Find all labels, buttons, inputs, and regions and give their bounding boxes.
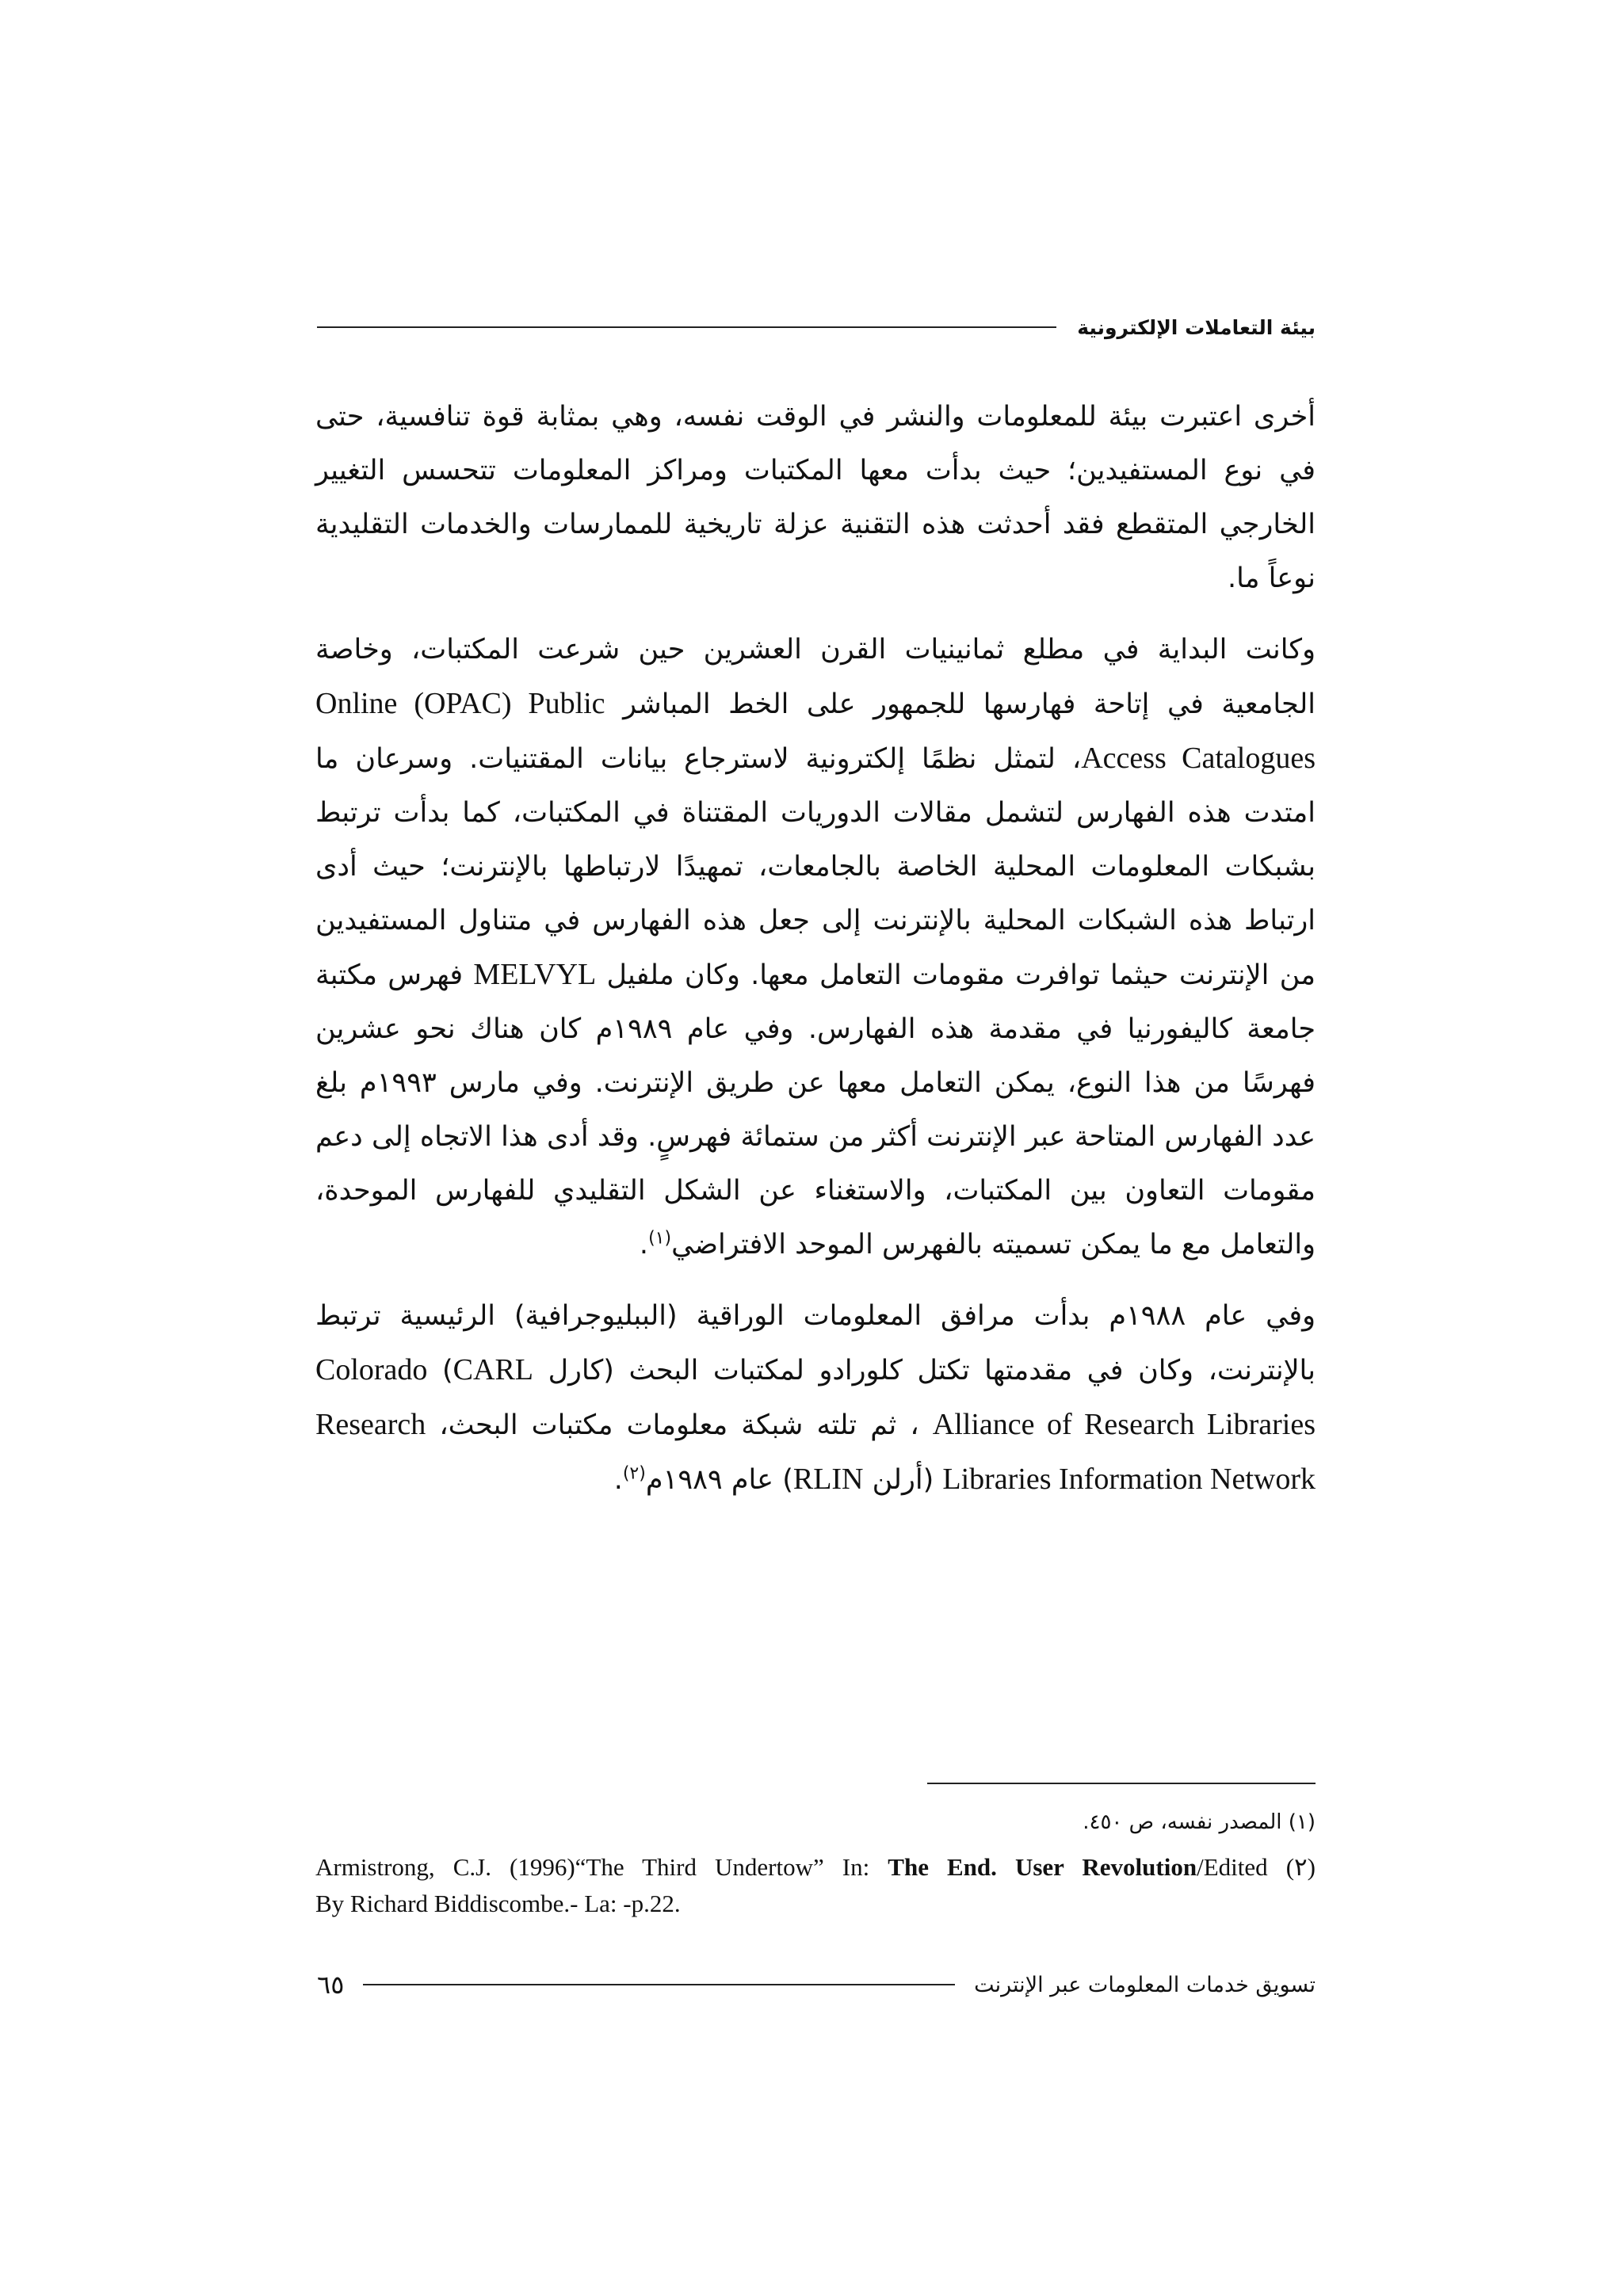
page-number: ٦٥ (317, 1970, 345, 2000)
footnote-1: (١) المصدر نفسه، ص ٤٥٠. (1083, 1810, 1316, 1834)
carl-term: CARL (453, 1353, 534, 1386)
footnote-2-line-2: By Richard Biddiscombe.- La: -p.22. (315, 1890, 681, 1917)
paragraph-3-part-5: ) عام ١٩٨٩م (645, 1464, 793, 1496)
melvyl-term: MELVYL (473, 958, 597, 991)
footnotes (315, 1805, 1316, 1922)
footer-rule (363, 1984, 955, 1985)
footnote-2-number: (٢) (1285, 1853, 1316, 1881)
running-footer (317, 1965, 1316, 2004)
main-text (315, 390, 1316, 1507)
rlin-term: RLIN (792, 1463, 864, 1496)
footnote-ref-1: (١) (648, 1228, 672, 1249)
book-title: تسويق خدمات المعلومات عبر الإنترنت (974, 1972, 1316, 1997)
running-header (317, 307, 1316, 347)
footnote-2-author: Armistrong, C.J. (1996)“The Third Undertow” In: (315, 1853, 870, 1881)
footnote-separator (927, 1783, 1316, 1784)
paragraph-3-part-3: ، ثم تلته شبكة معلومات مكتبات البحث، (439, 1409, 919, 1441)
footnote-2-line-1 (315, 1849, 1316, 1886)
paragraph-2-part-3: فهرس مكتبة جامعة كاليفورنيا في مقدمة هذه الفهارس. وفي عام ١٩٨٩م كان هناك نحو عشرين فهرسًا من هذا النوع، يمكن التعامل معها عن طريق الإنترنت. وفي مارس ١٩٩٣م بلغ عدد الفهارس المتاحة عبر الإنترنت أكثر من ستمائة فهرسٍ. وقد أدى هذا الاتجاه إلى دعم مقومات التعاون بين المكتبات، والاستغناء عن الشكل التقليدي للفهارس الموحدة، والتعامل مع ما يمكن تسميته بالفهرس الموحد الافتراضي (315, 959, 1316, 1261)
paragraph-3-part-4: (أرلن (872, 1464, 934, 1496)
header-rule (317, 326, 1056, 328)
paragraph-2-part-1: وكانت البداية في مطلع ثمانينيات القرن العشرين حين شرعت المكتبات، وخاصة الجامعية في إتاحة فهارسها للجمهور على الخط المباشر (315, 634, 1316, 720)
rlin-full-name: Research Libraries Information Network (315, 1408, 1316, 1496)
opac-term: Online (OPAC) Public Access Catalogues (315, 687, 1316, 775)
paragraph-2-part-2: ، لتمثل نظمًا إلكترونية لاسترجاع بيانات المقتنيات. وسرعان ما امتدت هذه الفهارس لتشمل مقالات الدوريات المقتناة في المكتبات، كما بدأت ترتبط بشبكات المعلومات المحلية الخاصة بالجامعات، تمهيدًا لارتباطها بالإنترنت؛ حيث أدى ارتباط هذه الشبكات المحلية بالإنترنت إلى جعل هذه الفهارس في متناول المستفيدين من الإنترنت حيثما توافرت مقومات التعامل معها. وكان ملفيل (315, 743, 1316, 991)
paragraph-3-part-1: وفي عام ١٩٨٨م بدأت مرافق المعلومات الوراقية (الببليوجرافية) الرئيسية ترتبط بالإنترنت، وكان في مقدمتها تكتل كلورادو لمكتبات البحث (كارل (315, 1300, 1316, 1386)
footnote-ref-2: (٢) (622, 1463, 646, 1484)
paragraph-2-end: . (639, 1229, 649, 1261)
paragraph-2 (315, 623, 1316, 1272)
paragraph-3-end: . (613, 1464, 623, 1496)
carl-full-name: Colorado Alliance of Research Libraries (315, 1353, 1316, 1441)
footnote-2-title: The End. User Revolution (888, 1853, 1197, 1881)
chapter-title: بيئة التعاملات الإلكترونية (1077, 315, 1316, 339)
paragraph-3-part-2: ) (442, 1355, 453, 1386)
paragraph-3 (315, 1289, 1316, 1507)
paragraph-1: أخرى اعتبرت بيئة للمعلومات والنشر في الوقت نفسه، وهي بمثابة قوة تنافسية، حتى في نوع المستفيدين؛ حيث بدأت معها المكتبات ومراكز المعلومات تتحسس التغيير الخارجي المتقطع فقد أحدثت هذه التقنية عزلة تاريخية للممارسات والخدمات التقليدية نوعاً ما. (315, 401, 1316, 594)
footnote-2 (315, 1849, 1316, 1922)
footnote-2-edited: /Edited (1197, 1853, 1268, 1881)
